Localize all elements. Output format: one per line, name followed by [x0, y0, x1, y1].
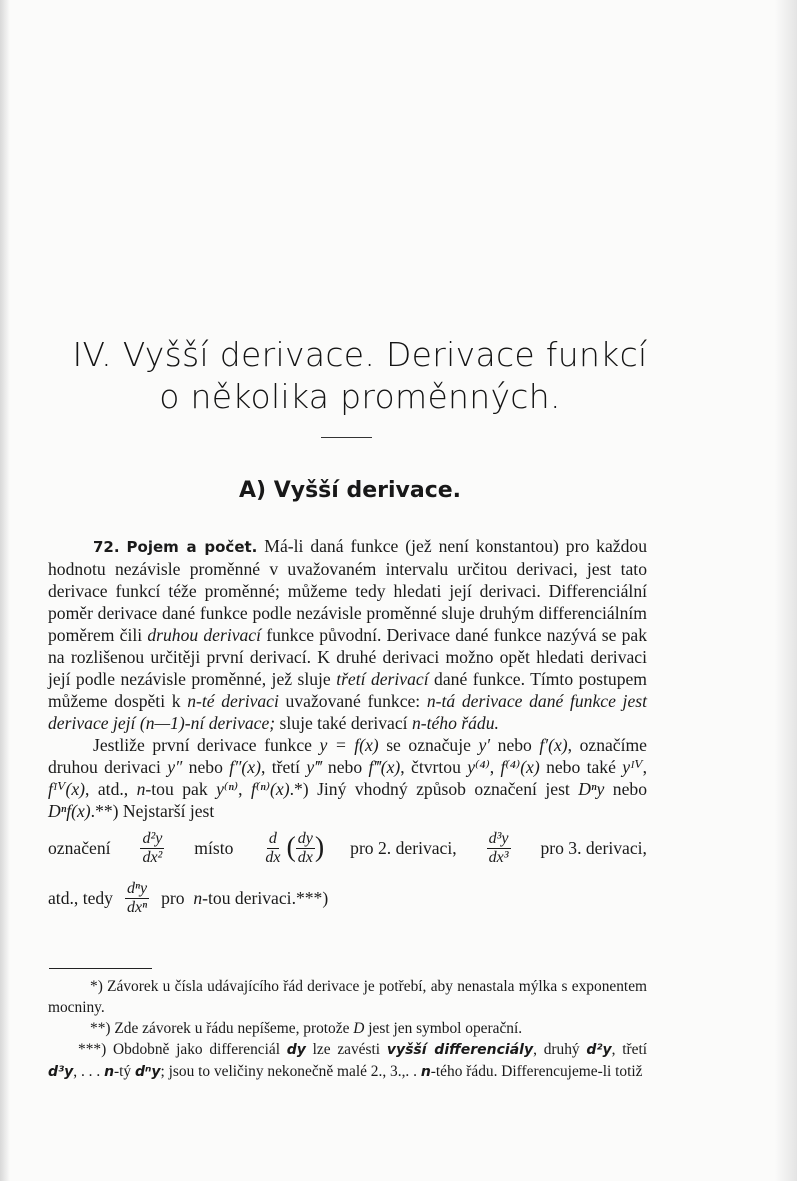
math-expr: f‴(x) — [368, 757, 401, 777]
paren-open: ( — [286, 832, 296, 863]
footnote-marker: ***) — [78, 1041, 107, 1058]
emphasis: n-té derivaci — [187, 691, 279, 711]
denominator: dx — [265, 848, 281, 866]
emphasis: třetí derivací — [336, 669, 429, 689]
title-divider — [321, 437, 372, 438]
denominator: dxⁿ — [126, 898, 148, 916]
chapter-title — [60, 334, 660, 418]
text-run: nebo také — [539, 757, 623, 777]
math-expr: yᴵⱽ — [622, 757, 643, 777]
footnote-text: -tého řádu. Differencujeme-li totiž — [430, 1063, 643, 1080]
text-run: , atd., — [85, 779, 137, 799]
paragraph-heading: Pojem a počet. — [126, 538, 258, 556]
numerator: d³y — [488, 829, 509, 847]
footnote-text: Obdobně jako differenciál — [106, 1041, 287, 1058]
text-run: , — [238, 779, 251, 799]
footnotes — [48, 976, 647, 1083]
footnote-text: lze zavésti — [305, 1041, 387, 1058]
fraction-d-dx — [263, 830, 282, 867]
math-expr: f′(x) — [539, 735, 568, 755]
page-edge-shadow-right — [775, 0, 797, 1181]
paren-close: ) — [314, 832, 325, 863]
text-run: nebo — [321, 757, 369, 777]
math-expr: Dⁿy — [578, 779, 605, 799]
math-expr: dⁿy — [134, 1064, 161, 1080]
footnote-separator — [49, 968, 152, 969]
math-expr: d²y — [586, 1042, 612, 1058]
notation-fractions-line — [48, 824, 647, 872]
chapter-title-line-1: IV. Vyšší derivace. Derivace funkcí — [72, 335, 648, 374]
paragraph-number: 72. — [93, 538, 120, 556]
math-expr: f″(x) — [229, 757, 261, 777]
footnote-text: , třetí — [611, 1041, 648, 1058]
footnote-text: Závorek u čísla udávajícího řád derivace je potřebí, aby nenastala mýlka s exponentem mocniny. — [48, 978, 647, 1016]
text-run: Má-li daná funkce (jež není konstantou) pro každou hodnotu nezávisle proměnné v uvažovaném intervalu určitou derivaci, jest tato derivace funkcí téže proměnné; můžeme tedy hledati její derivaci. Differenciální poměr derivace dané funkce podle nezávisle proměnné sluje druhým differenciálním poměrem čili — [48, 536, 647, 645]
notation-nth-line — [48, 874, 647, 922]
numerator: d — [268, 829, 277, 847]
math-expr: n — [193, 888, 203, 908]
text-run: funkce původní. Derivace dané funkce nazývá se pak na rozlišenou určitěji první derivací. K druhé derivaci možno opět hledati derivaci její podle nezávisle proměnné, jež sluje — [48, 625, 647, 689]
text-run: pro — [161, 888, 185, 908]
text-run: -tou derivaci.***) — [202, 888, 329, 908]
text-run: , — [642, 757, 648, 777]
text-run: , označíme druhou derivaci — [48, 735, 647, 777]
text-run: , — [489, 757, 501, 777]
math-expr: y = f(x) — [319, 735, 379, 755]
footnote-2 — [48, 1018, 647, 1039]
fraction-d3y-dx3 — [487, 830, 511, 867]
footnote-text: Zde závorek u řádu nepíšeme, protože — [110, 1020, 354, 1037]
numerator: dⁿy — [126, 879, 148, 897]
text-run: nebo — [490, 735, 540, 755]
denominator: dx — [297, 848, 313, 866]
emphasis: n-tého řádu. — [411, 713, 499, 733]
math-expr: y⁽⁴⁾ — [467, 757, 490, 777]
footnote-text: -tý — [114, 1063, 135, 1080]
footnote-text: jest jen symbol operační. — [364, 1020, 523, 1037]
text-run: se označuje — [378, 735, 479, 755]
math-expr: n — [104, 1064, 115, 1080]
numerator: d²y — [142, 829, 163, 847]
chapter-title-line-2: o několika proměnných. — [159, 377, 561, 416]
math-expr: f⁽ⁿ⁾(x) — [250, 779, 290, 799]
math-expr: fᴵⱽ(x) — [48, 779, 86, 799]
section-heading: A) Vyšší derivace. — [238, 478, 462, 503]
text-run: dané funkce. Tímto postupem můžeme dospěti k — [48, 669, 647, 711]
text-run: místo — [194, 838, 234, 858]
math-expr: Dⁿf(x) — [48, 801, 91, 821]
fraction-dy-dx — [296, 830, 315, 867]
denominator: dx² — [142, 848, 163, 866]
text-run: uvažované funkce: — [278, 691, 427, 711]
fraction-dny-dxn — [125, 880, 149, 917]
text-run: označení — [48, 838, 111, 858]
footnote-text: , . . . — [73, 1063, 105, 1080]
denominator: dx³ — [488, 848, 509, 866]
math-expr: D — [353, 1020, 365, 1037]
math-expr: y″ — [167, 757, 183, 777]
emphasis: druhou derivací — [147, 625, 262, 645]
body-text — [48, 535, 647, 922]
numerator: dy — [297, 829, 313, 847]
text-run: .*) Jiný vhodný způsob označení jest — [289, 779, 579, 799]
fraction-d2y-dx2 — [140, 830, 164, 867]
definition-statement: n-tá derivace dané funkce jest derivace její (n—1)-ní derivace; — [48, 691, 647, 733]
math-expr: y⁽ⁿ⁾ — [216, 779, 239, 799]
derivative-of-derivative-expr — [259, 830, 324, 867]
math-expr: f⁽⁴⁾(x) — [500, 757, 540, 777]
text-run: .**) Nejstarší jest — [90, 801, 215, 821]
text-run — [161, 887, 328, 909]
footnote-text: ; jsou to veličiny nekonečně malé 2., 3.,. . — [160, 1063, 421, 1080]
math-expr: d³y — [48, 1064, 74, 1080]
text-run: pro 2. derivaci, — [350, 838, 457, 858]
text-run: , čtvrtou — [400, 757, 468, 777]
text-run: pro 3. derivaci, — [540, 838, 647, 858]
footnote-marker: *) — [90, 978, 103, 995]
math-expr: n — [420, 1064, 431, 1080]
footnote-text: , druhý — [533, 1041, 587, 1058]
math-expr: n — [136, 779, 146, 799]
text-run: nebo — [182, 757, 230, 777]
math-expr: y‴ — [306, 757, 322, 777]
math-expr: y′ — [478, 735, 491, 755]
text-run: sluje také derivací — [275, 713, 412, 733]
text-run: Jestliže první derivace funkce — [93, 735, 320, 755]
text-run: , třetí — [260, 757, 307, 777]
text-run: atd., tedy — [48, 888, 113, 908]
text-run: -tou pak — [145, 779, 217, 799]
footnote-marker: **) — [90, 1020, 111, 1037]
page-edge-shadow-left — [0, 0, 10, 1181]
emphasis: vyšší differenciály — [386, 1042, 534, 1058]
footnote-1 — [48, 976, 647, 1018]
math-expr: dy — [286, 1042, 306, 1058]
paragraph-notation — [48, 734, 647, 822]
footnote-3 — [48, 1039, 647, 1083]
paragraph-72 — [48, 535, 647, 734]
text-run: nebo — [604, 779, 647, 799]
